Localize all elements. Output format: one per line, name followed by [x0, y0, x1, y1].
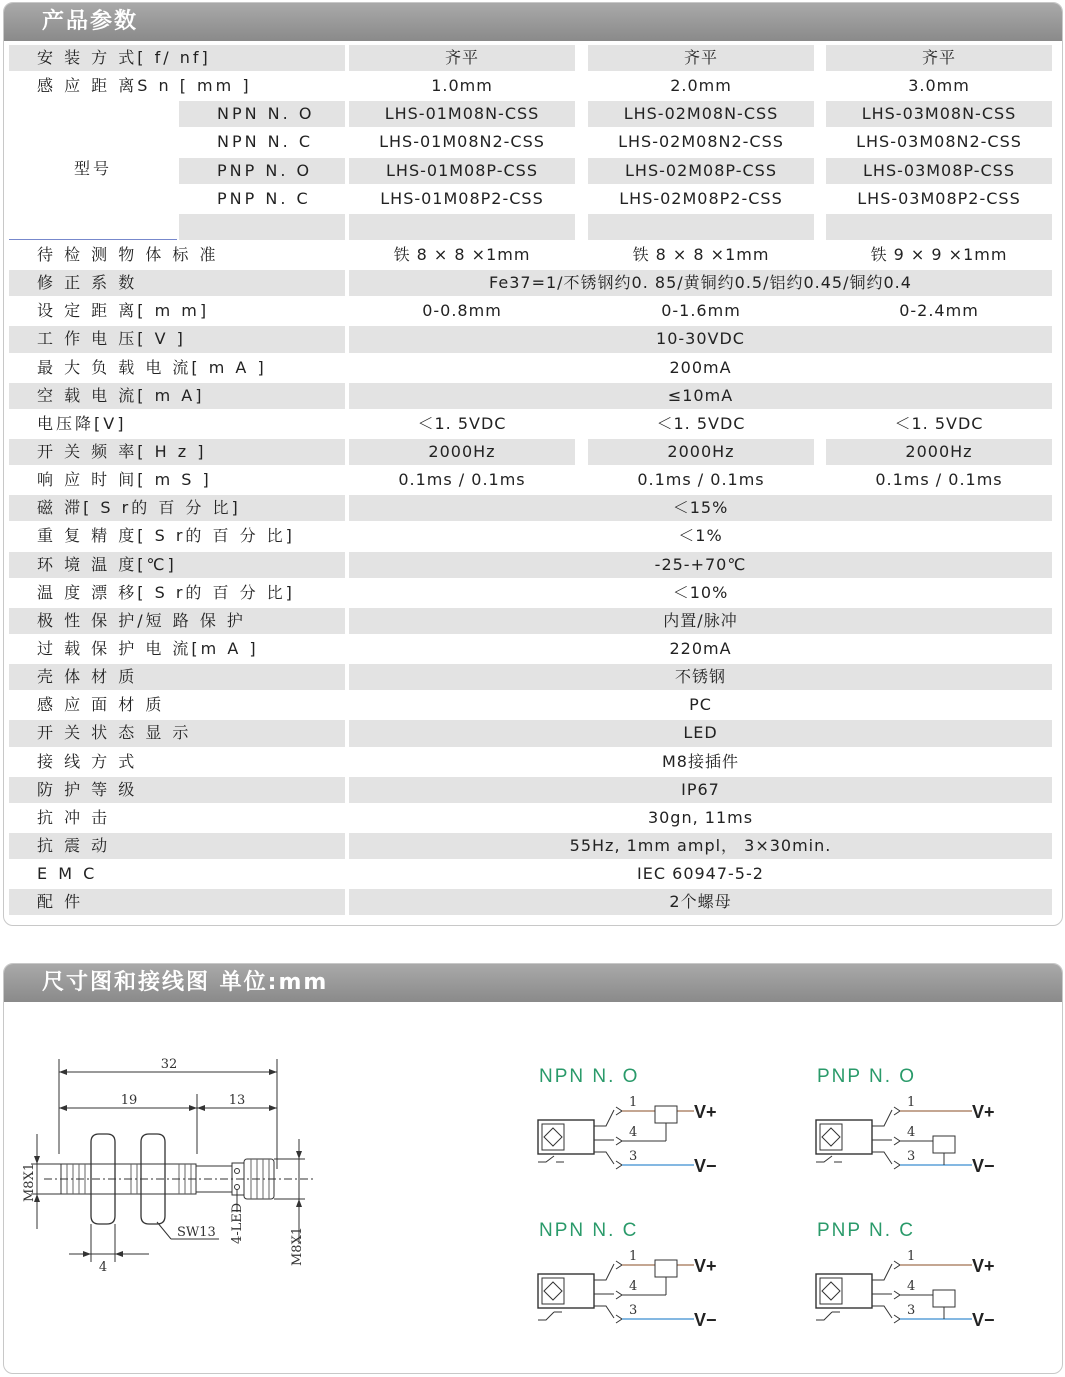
model-code: LHS-02M08P-CSS — [588, 158, 814, 184]
table-row — [9, 494, 1054, 522]
table-row — [9, 860, 1054, 888]
row-label: 抗 震 动 — [9, 833, 345, 859]
row-label: 安 装 方 式[ f/ nf] — [9, 45, 345, 71]
pin-4: 4 — [629, 1279, 638, 1294]
row-label: 壳 体 材 质 — [9, 664, 345, 690]
table-row — [9, 269, 1054, 297]
pin-4: 4 — [907, 1279, 916, 1294]
cell-value: ＜10% — [672, 582, 729, 602]
dimension-wiring-panel — [3, 963, 1063, 1374]
dim-total: 32 — [160, 1057, 178, 1072]
pin-3: 3 — [907, 1303, 916, 1318]
cell-value: 齐平 — [349, 45, 575, 71]
cell-value: 齐平 — [588, 45, 814, 71]
spec-rows — [9, 241, 1054, 916]
cell-value: 铁 9 × 9 ×1mm — [870, 245, 1008, 265]
cell-value: 2个螺母 — [349, 889, 1052, 915]
cell-value: M8接插件 — [662, 751, 739, 771]
pin-1: 1 — [907, 1249, 916, 1264]
table-row — [9, 438, 1054, 466]
v-minus: V− — [972, 1310, 995, 1330]
specs-table — [9, 44, 1054, 916]
wiring-diagram — [534, 1212, 734, 1342]
model-code: LHS-03M08P-CSS — [826, 158, 1052, 184]
cell-value: 3.0mm — [908, 76, 970, 96]
v-minus: V− — [694, 1156, 717, 1176]
table-row — [9, 776, 1054, 804]
cell-value: 0.1ms / 0.1ms — [875, 470, 1003, 490]
cell-value: ＜1. 5VDC — [656, 413, 746, 433]
cell-value: ＜1% — [678, 526, 723, 546]
wiring-title: NPN N. C — [539, 1220, 639, 1241]
table-row — [9, 691, 1054, 719]
pin-4: 4 — [907, 1125, 916, 1140]
row-label: 最 大 负 载 电 流[ m A ] — [37, 357, 267, 377]
row-label: E M C — [37, 864, 98, 884]
row-label: 温 度 漂 移[ S r的 百 分 比] — [37, 582, 295, 602]
table-row — [9, 748, 1054, 776]
dim-wrench: SW13 — [177, 1225, 216, 1240]
section-title: 产品参数 — [4, 3, 1062, 41]
cell-value: 0-2.4mm — [899, 301, 979, 321]
cell-value: PC — [689, 695, 712, 715]
row-label: 磁 滞[ S r的 百 分 比] — [9, 495, 345, 521]
row-label: 环 境 温 度[℃] — [9, 552, 345, 578]
table-row — [9, 410, 1054, 438]
row-label: 空 载 电 流[ m A] — [9, 383, 345, 409]
row-label: 电压降[V] — [37, 413, 127, 433]
cell-value: 铁 8 × 8 ×1mm — [393, 245, 531, 265]
row-label: 开 关 状 态 显 示 — [9, 720, 345, 746]
table-row — [9, 832, 1054, 860]
cell-value: 55Hz, 1mm ampl， 3×30min. — [349, 833, 1052, 859]
dim-left: 19 — [120, 1093, 138, 1108]
table-row — [9, 72, 1054, 100]
row-label: 重 复 精 度[ S r的 百 分 比] — [37, 526, 295, 546]
cell-value: 10-30VDC — [349, 326, 1052, 352]
model-type: PNP N. C — [217, 188, 311, 208]
row-label: 感 应 面 材 质 — [37, 695, 165, 715]
row-label: 配 件 — [9, 889, 345, 915]
model-type: NPN N. C — [217, 132, 313, 152]
dim-thread-left: M8X1 — [22, 1162, 37, 1202]
table-row — [9, 579, 1054, 607]
v-minus: V− — [972, 1156, 995, 1176]
cell-value: Fe37=1/不锈钢约0. 85/黄铜约0.5/铝约0.45/铜约0.4 — [349, 270, 1052, 296]
table-row-empty — [9, 213, 1054, 241]
table-row — [9, 635, 1054, 663]
cell-value: ＜1. 5VDC — [417, 413, 507, 433]
table-row — [9, 297, 1054, 325]
empty-cell — [826, 214, 1052, 240]
pin-1: 1 — [907, 1095, 916, 1110]
cell-value: 内置/脉冲 — [349, 608, 1052, 634]
model-type: NPN N. O — [179, 101, 345, 127]
cell-value: 0-1.6mm — [661, 301, 741, 321]
wiring-title: NPN N. O — [539, 1066, 640, 1087]
row-label: 过 载 保 护 电 流[m A ] — [37, 639, 259, 658]
cell-value: 220mA — [669, 639, 732, 658]
table-row — [9, 522, 1054, 550]
cell-value: 不锈钢 — [349, 664, 1052, 690]
table-row — [9, 663, 1054, 691]
cell-value: 2000Hz — [588, 439, 814, 465]
cell-value: -25-+70℃ — [349, 552, 1052, 578]
pin-4: 4 — [629, 1125, 638, 1140]
model-label: 型号 — [73, 159, 112, 179]
table-row — [9, 382, 1054, 410]
table-row — [9, 719, 1054, 747]
empty-cell — [349, 214, 575, 240]
model-type: PNP N. O — [179, 158, 345, 184]
empty-cell — [588, 214, 814, 240]
row-label: 接 线 方 式 — [37, 751, 138, 771]
empty-cell — [179, 214, 345, 240]
table-row — [9, 100, 1054, 128]
row-label: 设 定 距 离[ m m] — [37, 301, 210, 321]
cell-value: LED — [349, 720, 1052, 746]
cell-value: IP67 — [349, 777, 1052, 803]
model-code: LHS-01M08P2-CSS — [380, 188, 544, 208]
row-label: 感 应 距 离S n [ mm ] — [37, 76, 252, 96]
cell-value: ＜1. 5VDC — [894, 413, 984, 433]
table-row — [9, 607, 1054, 635]
section-title: 尺寸图和接线图 单位:mm — [4, 964, 1062, 1002]
v-minus: V− — [694, 1310, 717, 1330]
table-row — [9, 551, 1054, 579]
v-plus: V+ — [694, 1102, 717, 1122]
table-row — [9, 185, 1054, 213]
table-row — [9, 888, 1054, 916]
wiring-diagram — [812, 1212, 1012, 1342]
row-label: 响 应 时 间[ m S ] — [37, 470, 212, 490]
pin-3: 3 — [629, 1303, 638, 1318]
cell-value: 2000Hz — [826, 439, 1052, 465]
row-label: 待 检 测 物 体 标 准 — [37, 245, 219, 265]
wiring-diagram — [812, 1058, 1012, 1188]
model-code: LHS-02M08P2-CSS — [619, 188, 783, 208]
row-label: 防 护 等 级 — [9, 777, 345, 803]
dim-nut: 4 — [98, 1260, 108, 1275]
table-row — [9, 466, 1054, 494]
dim-right: 13 — [228, 1093, 246, 1108]
cell-value: 200mA — [669, 357, 732, 377]
cell-value: 30gn, 11ms — [647, 807, 754, 827]
table-row — [9, 241, 1054, 269]
model-code: LHS-02M08N-CSS — [588, 101, 814, 127]
table-row — [9, 354, 1054, 382]
pin-3: 3 — [907, 1149, 916, 1164]
model-code: LHS-01M08N2-CSS — [379, 132, 545, 152]
model-code: LHS-01M08P-CSS — [349, 158, 575, 184]
model-code: LHS-03M08N2-CSS — [856, 132, 1022, 152]
table-row — [9, 128, 1054, 156]
cell-value: IEC 60947-5-2 — [637, 864, 764, 884]
pin-1: 1 — [629, 1249, 638, 1264]
model-code: LHS-03M08P2-CSS — [857, 188, 1021, 208]
row-label: 工 作 电 压[ V ] — [9, 326, 345, 352]
model-code: LHS-03M08N-CSS — [826, 101, 1052, 127]
row-label: 开 关 频 率[ H z ] — [9, 439, 345, 465]
cell-value: ≤10mA — [349, 383, 1052, 409]
pin-1: 1 — [629, 1095, 638, 1110]
wiring-diagram — [534, 1058, 734, 1188]
table-row — [9, 157, 1054, 185]
cell-value: 1.0mm — [431, 76, 493, 96]
dim-thread-right: M8X1 — [290, 1226, 305, 1266]
cell-value: 2000Hz — [349, 439, 575, 465]
v-plus: V+ — [972, 1102, 995, 1122]
cell-value: 0.1ms / 0.1ms — [398, 470, 526, 490]
row-label: 极 性 保 护/短 路 保 护 — [9, 608, 345, 634]
table-row — [9, 804, 1054, 832]
row-label: 修 正 系 数 — [9, 270, 345, 296]
wiring-title: PNP N. O — [817, 1066, 917, 1087]
pin-3: 3 — [629, 1149, 638, 1164]
cell-value: 0.1ms / 0.1ms — [637, 470, 765, 490]
model-code: LHS-02M08N2-CSS — [618, 132, 784, 152]
cell-value: 齐平 — [826, 45, 1052, 71]
v-plus: V+ — [972, 1256, 995, 1276]
cell-value: ＜15% — [349, 495, 1052, 521]
dimension-drawing — [19, 1054, 319, 1294]
cell-value: 铁 8 × 8 ×1mm — [632, 245, 770, 265]
cell-value: 0-0.8mm — [422, 301, 502, 321]
row-label: 抗 冲 击 — [37, 807, 111, 827]
cell-value: 2.0mm — [670, 76, 732, 96]
dim-led: 4-LED — [230, 1202, 245, 1244]
model-code: LHS-01M08N-CSS — [349, 101, 575, 127]
v-plus: V+ — [694, 1256, 717, 1276]
table-row — [9, 325, 1054, 353]
wiring-title: PNP N. C — [817, 1220, 916, 1241]
table-row — [9, 44, 1054, 72]
